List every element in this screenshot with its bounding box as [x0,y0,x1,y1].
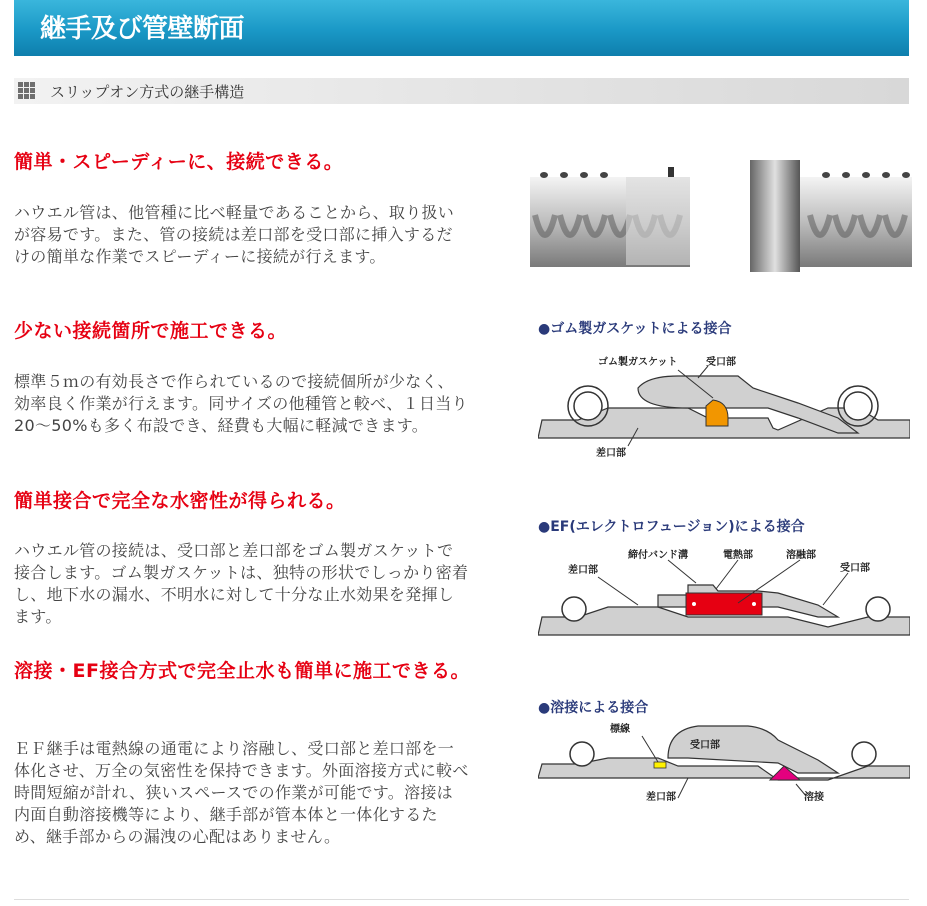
caption-gasket-joint: ●ゴム製ガスケットによる接合 [538,321,732,337]
label-band-groove: 締付バンド溝 [628,550,688,561]
title-banner [14,0,909,56]
label-ef-spigot: 差口部 [568,565,598,576]
label-socket: 受口部 [706,357,736,368]
para-fewer-joints: 標準５ｍの有効長さで作られているので接続個所が少なく、効率良く作業が行えます。同サイズの他種管と較べ、１日当り20～50%も多く布設でき、経費も大幅に軽減できます。 [14,372,468,435]
label-weld-socket: 受口部 [690,740,720,751]
section-bar [14,78,909,104]
para-watertight: ハウエル管の接続は、受口部と差口部をゴム製ガスケットで接合します。ゴム製ガスケットは、独特の形状でしっかり密着し、地下水の漏水、不明水に対して十分な止水効果を発揮します。 [14,541,469,626]
heading-weld-ef: 溶接・EF接合方式で完全止水も簡単に施工できる。 [14,660,470,682]
grid-icon [18,82,36,100]
caption-weld-joint: ●溶接による接合 [538,700,649,716]
label-ef-socket: 受口部 [840,563,870,574]
footer-divider [14,899,909,900]
ef-joint-diagram [538,545,910,640]
label-marker: 標線 [610,724,630,735]
page-title: 継手及び管壁断面 [40,14,245,44]
para-easy-connection: ハウエル管は、他管種に比べ軽量であることから、取り扱いが容易です。また、管の接続は差口部を受口部に挿入するだけの簡単な作業でスピーディーに接続が行えます。 [14,203,455,266]
label-weld-spigot: 差口部 [646,792,676,803]
label-gasket: ゴム製ガスケット [598,357,678,368]
caption-ef-joint: ●EF(エレクトロフュージョン)による接合 [538,519,805,535]
gasket-joint-diagram [538,348,910,463]
label-weld: 溶接 [804,792,824,803]
heading-watertight: 簡単接合で完全な水密性が得られる。 [14,490,346,512]
para-weld-ef: ＥＦ継手は電熱線の通電により溶融し、受口部と差口部を一体化させ、万全の気密性を保持できます。外面溶接方式に較べ時間短縮が計れ、狭いスペースでの作業が可能です。溶接は内面自動溶接機等により、継手部が管本体と一体化するため、継手部からの漏洩の心配はありません。 [14,739,469,846]
label-heating: 電熱部 [723,550,753,561]
label-fusion: 溶融部 [786,550,816,561]
heading-fewer-joints: 少ない接続箇所で施工できる。 [14,320,288,342]
pipe-joint-illustration [530,155,912,275]
heading-easy-connection: 簡単・スピーディーに、接続できる。 [14,151,344,173]
section-label: スリップオン方式の継手構造 [50,83,245,101]
label-spigot: 差口部 [596,448,626,459]
weld-joint-diagram [538,718,910,813]
